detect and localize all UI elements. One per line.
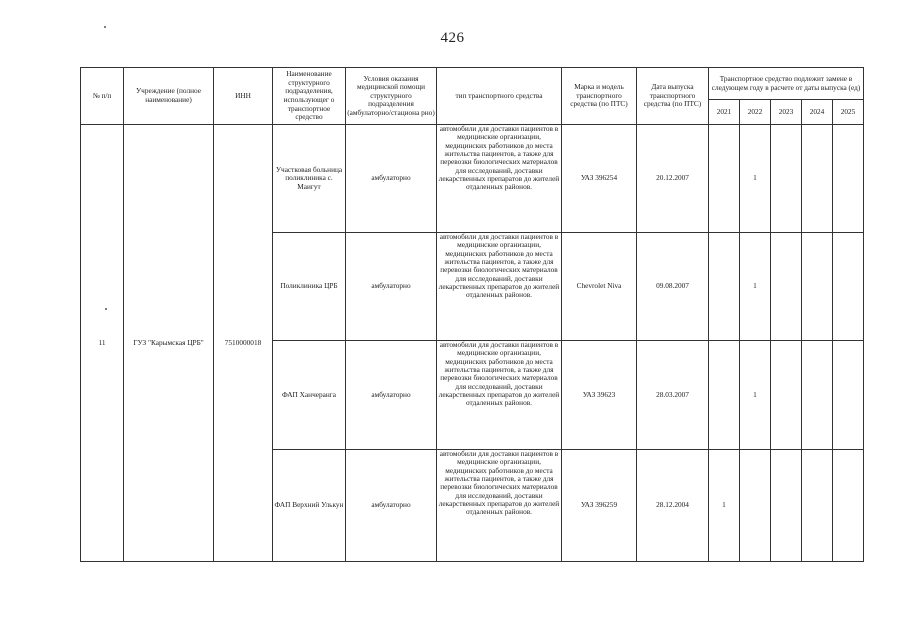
replace-cell [802,341,833,450]
subdivision-cell: ФАП Верхний Улькун [273,450,346,562]
date-cell: 09.08.2007 [637,233,709,341]
row-number: 11 [81,125,124,562]
replace-cell [802,233,833,341]
header-year: 2022 [740,100,771,125]
vehicle-purpose-cell: автомобили для доставки пациентов в медицинские организации, медицинских работников до места жительства пациентов, а также для перевозки биологических материалов для исследований, доставки лекарственных препаратов до жителей отдаленных районов. [437,450,562,562]
replace-cell [709,341,740,450]
replace-cell [709,125,740,233]
conditions-cell: амбулаторно [346,233,437,341]
vehicle-replacement-table [80,67,864,562]
header-inn: ИНН [214,68,273,125]
header-institution: Учреждение (полное наименование) [124,68,214,125]
header-replacement: Транспортное средство подлежит замене в следующем году в расчете от даты выпуска (ед) [709,68,864,100]
replace-cell: 1 [740,125,771,233]
conditions-cell: амбулаторно [346,125,437,233]
scan-speck [104,26,106,28]
subdivision-cell: Поликлиника ЦРБ [273,233,346,341]
header-year: 2024 [802,100,833,125]
header-conditions: Условия оказания медицинской помощи структурного подразделения (амбулаторно/стациона рно) [346,68,437,125]
header-year: 2021 [709,100,740,125]
replace-cell: 1 [740,233,771,341]
date-cell: 20.12.2007 [637,125,709,233]
replace-cell [771,233,802,341]
header-vehicle-type: тип транспортного средства [437,68,562,125]
replace-cell: 1 [740,341,771,450]
date-cell: 28.03.2007 [637,341,709,450]
replace-cell [771,341,802,450]
model-cell: УАЗ 396259 [562,450,637,562]
replace-cell [771,125,802,233]
replace-cell [802,450,833,562]
model-cell: УАЗ 396254 [562,125,637,233]
page-number: 426 [440,30,465,46]
header-issue-date: Дата выпуска транспортного средства (по ПТС) [637,68,709,125]
replace-cell [833,450,864,562]
inn-value: 7510000018 [214,125,273,562]
conditions-cell: амбулаторно [346,450,437,562]
replace-cell: 1 [709,450,740,562]
replace-cell [740,450,771,562]
subdivision-cell: Участковая больница поликлиника с. Маигут [273,125,346,233]
subdivision-cell: ФАП Ханчеранга [273,341,346,450]
header-year: 2023 [771,100,802,125]
replace-cell [833,341,864,450]
replace-cell [833,125,864,233]
conditions-cell: амбулаторно [346,341,437,450]
replace-cell [833,233,864,341]
vehicle-purpose-cell: автомобили для доставки пациентов в медицинские организации, медицинских работников до места жительства пациентов, а также для перевозки биологических материалов для исследований, доставки лекарственных препаратов до жителей отдаленных районов. [437,341,562,450]
date-cell: 28.12.2004 [637,450,709,562]
vehicle-purpose-cell: автомобили для доставки пациентов в медицинские организации, медицинских работников до места жительства пациентов, а также для перевозки биологических материалов для исследований, доставки лекарственных препаратов до жителей отдаленных районов. [437,233,562,341]
header-year: 2025 [833,100,864,125]
header-brand-model: Марка и модель транспортного средства (по ПТС) [562,68,637,125]
replace-cell [802,125,833,233]
model-cell: УАЗ 39623 [562,341,637,450]
vehicle-purpose-cell: автомобили для доставки пациентов в медицинские организации, медицинских работников до места жительства пациентов, а также для перевозки биологических материалов для исследований, доставки лекарственных препаратов до жителей отдаленных районов. [437,125,562,233]
header-subdivision: Наименование структурного подразделения, использующег о транспортное средство [273,68,346,125]
replace-cell [771,450,802,562]
model-cell: Chevrolet Niva [562,233,637,341]
replace-cell [709,233,740,341]
table-row [81,125,864,233]
institution-name: ГУЗ "Карымская ЦРБ" [124,125,214,562]
header-num: № п/п [81,68,124,125]
